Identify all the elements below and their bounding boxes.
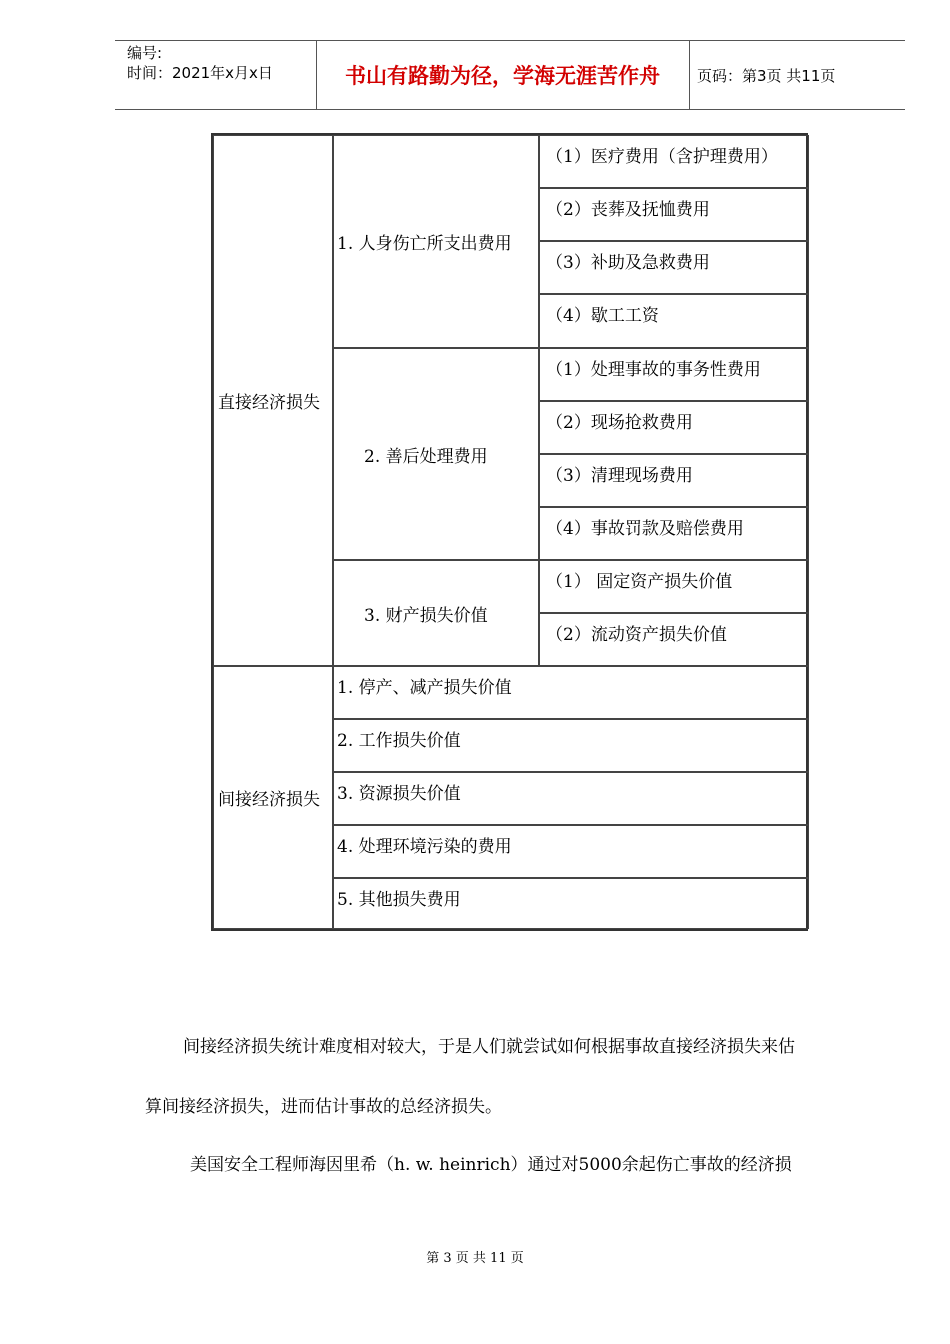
page-footer: 第 3 页 共 11 页 — [426, 1251, 524, 1266]
item-cell — [539, 348, 809, 401]
item-label: （1）处理事故的事务性费用 — [546, 360, 761, 380]
item-cell — [539, 454, 809, 507]
item-label: 2. 工作损失价值 — [337, 731, 461, 751]
paragraph-line: 美国安全工程师海因里希（h. w. heinrich）通过对5000余起伤亡事故的经济损 — [190, 1155, 792, 1175]
item-label: （4）事故罚款及赔偿费用 — [546, 519, 744, 539]
header-divider — [689, 41, 690, 109]
doc-time-label: 时间：2021年x月x日 — [127, 64, 273, 82]
indirect-loss-cell — [213, 666, 333, 929]
item-label: 5. 其他损失费用 — [337, 890, 461, 910]
direct-loss-label: 直接经济损失 — [218, 393, 320, 413]
item-cell — [539, 401, 809, 454]
item-cell — [539, 560, 809, 613]
item-cell — [539, 241, 809, 294]
group-label: 3. 财产损失价值 — [364, 605, 488, 626]
item-cell — [539, 135, 809, 188]
item-cell — [333, 878, 809, 929]
item-cell — [333, 825, 809, 878]
header-meta — [127, 43, 273, 83]
group-cell — [333, 348, 539, 560]
group-label: 1. 人身伤亡所支出费用 — [337, 234, 512, 254]
item-label: （2）现场抢救费用 — [546, 413, 693, 433]
paragraph-line: 间接经济损失统计难度相对较大，于是人们就尝试如何根据事故直接经济损失来估 — [183, 1037, 795, 1057]
item-label: （1）医疗费用（含护理费用） — [546, 147, 778, 167]
header-motto: 书山有路勤为径，学海无涯苦作舟 — [345, 64, 660, 88]
item-label: （3）清理现场费用 — [546, 466, 693, 486]
item-label: 3. 资源损失价值 — [337, 784, 461, 804]
item-cell — [539, 294, 809, 348]
header-page-info: 页码：第3页 共11页 — [697, 67, 836, 85]
item-label: 4. 处理环境污染的费用 — [337, 837, 512, 857]
loss-table — [211, 133, 808, 931]
direct-loss-cell — [213, 135, 333, 666]
item-cell — [333, 666, 809, 719]
group-cell — [333, 560, 539, 666]
item-label: （3）补助及急救费用 — [546, 253, 710, 273]
item-cell — [539, 613, 809, 666]
item-label: 1. 停产、减产损失价值 — [337, 678, 512, 698]
group-cell — [333, 135, 539, 348]
item-label: （4）歇工工资 — [546, 306, 659, 326]
group-label: 2. 善后处理费用 — [364, 446, 488, 467]
page-header — [115, 40, 905, 110]
item-cell — [539, 507, 809, 560]
item-label: （2）丧葬及抚恤费用 — [546, 200, 710, 220]
item-label: （1） 固定资产损失价值 — [546, 572, 733, 592]
item-label: （2）流动资产损失价值 — [546, 625, 727, 645]
item-cell — [333, 719, 809, 772]
indirect-loss-label: 间接经济损失 — [218, 790, 320, 810]
item-cell — [539, 188, 809, 241]
item-cell — [333, 772, 809, 825]
paragraph-line: 算间接经济损失，进而估计事故的总经济损失。 — [145, 1097, 502, 1117]
doc-number-label: 编号: — [127, 44, 163, 62]
